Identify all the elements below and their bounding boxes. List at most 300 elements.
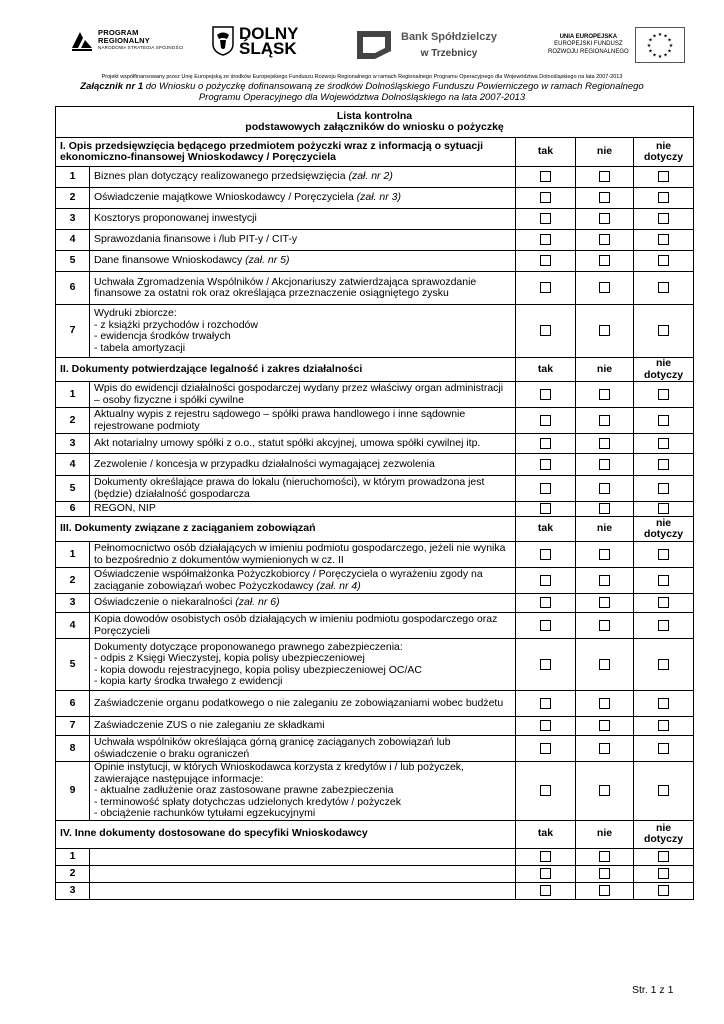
table-row [56, 167, 694, 188]
item-text: Uchwała wspólników określająca górną granicę zaciąganych zobowiązań lub oświadczenie o braku ograniczeń [94, 736, 451, 760]
item-number: 2 [56, 865, 90, 882]
section-title: III. Dokumenty związane z zaciąganiem zobowiązań [56, 517, 516, 542]
checkbox-cell-nie [576, 408, 634, 434]
checkbox-nie-dotyczy[interactable] [658, 171, 669, 182]
checkbox-cell-nie [576, 691, 634, 717]
item-line: Opinie instytucji, w których Wnioskodawca korzysta z kredytów i / lub pożyczek, zawierające następujące informacje: [94, 761, 464, 785]
checkbox-cell-nie-dotyczy [634, 882, 694, 899]
checkbox-cell-nie [576, 882, 634, 899]
checkbox-cell-tak [516, 230, 576, 251]
item-number: 7 [56, 305, 90, 358]
table-row [56, 568, 694, 594]
table-row [56, 408, 694, 434]
checkbox-nie-dotyczy[interactable] [658, 213, 669, 224]
column-nie-dotyczy-line1: nie [655, 821, 672, 834]
item-number: 9 [56, 762, 90, 821]
bank-logo [355, 29, 497, 61]
checkbox-nie[interactable] [599, 389, 610, 400]
column-nie-dotyczy-line2: dotyczy [643, 528, 684, 540]
checkbox-nie[interactable] [599, 785, 610, 796]
checkbox-nie-dotyczy[interactable] [658, 438, 669, 449]
column-nie: nie [576, 138, 634, 167]
checkbox-tak[interactable] [540, 415, 551, 426]
item-text: Oświadczenie o niekaralności [94, 596, 236, 609]
section-header-row [56, 138, 694, 167]
checkbox-tak[interactable] [540, 868, 551, 879]
checkbox-cell-nie [576, 502, 634, 517]
checkbox-cell-nie [576, 568, 634, 594]
checkbox-tak[interactable] [540, 720, 551, 731]
eu-star-icon: ★ [666, 37, 672, 44]
item-text: Aktualny wypis z rejestru sądowego – spółki prawa handlowego i inne sądownie rejestrowane podmioty [94, 408, 466, 432]
item-description [90, 848, 516, 865]
checkbox-cell-nie [576, 454, 634, 476]
item-number: 2 [56, 408, 90, 434]
checkbox-nie[interactable] [599, 438, 610, 449]
program-regionalny-line2: REGIONALNY [98, 36, 151, 45]
checkbox-tak[interactable] [540, 213, 551, 224]
table-row [56, 613, 694, 639]
checkbox-tak[interactable] [540, 549, 551, 560]
item-description [90, 502, 516, 517]
checkbox-cell-nie-dotyczy [634, 865, 694, 882]
item-annex-note: (zał. nr 5) [245, 254, 290, 267]
checkbox-cell-nie-dotyczy [634, 167, 694, 188]
item-annex-note: (zał. nr 4) [316, 579, 361, 592]
table-row [56, 305, 694, 358]
eu-star-icon: ★ [651, 33, 657, 40]
checkbox-cell-nie-dotyczy [634, 542, 694, 568]
item-description [90, 594, 516, 613]
checkbox-cell-nie [576, 382, 634, 408]
table-row [56, 230, 694, 251]
checkbox-nie-dotyczy[interactable] [658, 415, 669, 426]
item-line: Dokumenty dotyczące proponowanego prawnego zabezpieczenia: [94, 640, 403, 653]
checkbox-cell-nie-dotyczy [634, 251, 694, 272]
item-text: Zaświadczenie ZUS o nie zaleganiu ze składkami [94, 719, 325, 732]
checkbox-tak[interactable] [540, 597, 551, 608]
eu-star-icon: ★ [647, 37, 653, 44]
checkbox-nie[interactable] [599, 659, 610, 670]
column-nie-dotyczy-line1: nie [655, 357, 672, 369]
item-number: 2 [56, 188, 90, 209]
item-text: REGON, NIP [94, 502, 156, 515]
item-line: - odpis z Księgi Wieczystej, kopia polisy ubezpieczeniowej [94, 652, 365, 664]
checkbox-nie[interactable] [599, 620, 610, 631]
program-regionalny-line3: NARODOWA STRATEGIA SPÓJNOŚCI [98, 45, 184, 50]
section-title: II. Dokumenty potwierdzające legalność i zakres działalności [56, 358, 516, 382]
checkbox-cell-nie [576, 272, 634, 305]
checkbox-nie[interactable] [599, 282, 610, 293]
item-line: - z książki przychodów i rozchodów [94, 318, 258, 331]
checkbox-cell-nie [576, 717, 634, 736]
table-row [56, 188, 694, 209]
title-row [56, 107, 694, 138]
checkbox-tak[interactable] [540, 575, 551, 586]
checkbox-tak[interactable] [540, 503, 551, 514]
table-row [56, 209, 694, 230]
column-nie-dotyczy-line2: dotyczy [643, 151, 684, 163]
item-number: 4 [56, 613, 90, 639]
checkbox-cell-tak [516, 594, 576, 613]
checkbox-cell-tak [516, 454, 576, 476]
eu-flag-icon [635, 27, 685, 63]
checkbox-nie[interactable] [599, 549, 610, 560]
checkbox-nie[interactable] [599, 192, 610, 203]
checkbox-tak[interactable] [540, 698, 551, 709]
item-description [90, 305, 516, 358]
checkbox-cell-nie-dotyczy [634, 502, 694, 517]
checkbox-nie[interactable] [599, 743, 610, 754]
column-nie: nie [576, 517, 634, 542]
checkbox-tak[interactable] [540, 171, 551, 182]
item-annex-note: (zał. nr 6) [235, 596, 280, 609]
checkbox-cell-nie [576, 230, 634, 251]
bank-location: w Trzebnicy [420, 47, 478, 59]
checkbox-cell-nie-dotyczy [634, 691, 694, 717]
item-description [90, 209, 516, 230]
checkbox-cell-tak [516, 167, 576, 188]
item-text: Zezwolenie / koncesja w przypadku działalności wymagającej zezwolenia [94, 457, 435, 470]
title-line2: podstawowych załączników do wniosku o pożyczkę [245, 121, 504, 133]
checkbox-cell-tak [516, 848, 576, 865]
item-text: Oświadczenie współmałżonka Pożyczkobiorcy / Poręczyciela o wyrażeniu zgody na zaciąganie zobowiązań wobec Pożyczkodawcy [94, 568, 483, 592]
checkbox-tak[interactable] [540, 659, 551, 670]
table-row [56, 762, 694, 821]
checkbox-tak[interactable] [540, 282, 551, 293]
checkbox-nie-dotyczy[interactable] [658, 483, 669, 494]
checkbox-nie[interactable] [599, 415, 610, 426]
column-nie-dotyczy-line1: nie [655, 139, 672, 152]
checklist-title [56, 107, 694, 138]
checkbox-cell-nie-dotyczy [634, 454, 694, 476]
table-row [56, 476, 694, 502]
checkbox-cell-nie-dotyczy [634, 408, 694, 434]
table-row [56, 434, 694, 454]
checkbox-cell-nie [576, 542, 634, 568]
checkbox-cell-nie-dotyczy [634, 230, 694, 251]
column-tak: tak [516, 517, 576, 542]
checkbox-tak[interactable] [540, 785, 551, 796]
checkbox-nie-dotyczy[interactable] [658, 575, 669, 586]
checkbox-nie[interactable] [599, 483, 610, 494]
checkbox-nie[interactable] [599, 234, 610, 245]
page-number: Str. 1 z 1 [632, 984, 674, 996]
checkbox-nie-dotyczy[interactable] [658, 785, 669, 796]
checkbox-cell-nie-dotyczy [634, 188, 694, 209]
annex-number: Załącznik nr 1 [80, 81, 144, 92]
item-description [90, 188, 516, 209]
checkbox-cell-nie [576, 639, 634, 691]
item-text: Wpis do ewidencji działalności gospodarczej wydany przez właściwy organ administracji – osoby fizyczne i spółki cywilne [94, 382, 504, 406]
item-number: 5 [56, 251, 90, 272]
item-description [90, 691, 516, 717]
checkbox-tak[interactable] [540, 255, 551, 266]
checkbox-cell-nie-dotyczy [634, 382, 694, 408]
checkbox-tak[interactable] [540, 851, 551, 862]
checkbox-cell-nie-dotyczy [634, 476, 694, 502]
checkbox-nie[interactable] [599, 868, 610, 879]
item-description [90, 568, 516, 594]
eu-star-icon: ★ [666, 48, 672, 55]
item-text: Dokumenty określające prawa do lokalu (nieruchomości), w którym prowadzona jest (będzie) działalność gospodarcza [94, 476, 485, 500]
ue-logo [548, 27, 685, 63]
checkbox-nie[interactable] [599, 597, 610, 608]
table-row [56, 717, 694, 736]
checkbox-cell-tak [516, 209, 576, 230]
checkbox-cell-nie-dotyczy [634, 717, 694, 736]
item-description [90, 865, 516, 882]
checkbox-cell-tak [516, 717, 576, 736]
item-annex-note: (zał. nr 2) [348, 170, 393, 183]
checkbox-cell-tak [516, 305, 576, 358]
checkbox-nie-dotyczy[interactable] [658, 885, 669, 896]
item-text: Akt notarialny umowy spółki z o.o., statut spółki akcyjnej, umowa spółki cywilnej itp. [94, 436, 481, 449]
checkbox-cell-nie [576, 762, 634, 821]
annex-line2: Programu Operacyjnego dla Województwa Dolnośląskiego na lata 2007-2013 [198, 91, 526, 103]
checkbox-cell-nie-dotyczy [634, 762, 694, 821]
checkbox-tak[interactable] [540, 438, 551, 449]
checkbox-nie-dotyczy[interactable] [658, 659, 669, 670]
column-nie-dotyczy [634, 820, 694, 848]
bank-mark-icon [355, 29, 393, 61]
checkbox-tak[interactable] [540, 234, 551, 245]
section-title: IV. Inne dokumenty dostosowane do specyfiki Wnioskodawcy [56, 820, 516, 848]
checkbox-nie[interactable] [599, 720, 610, 731]
checkbox-cell-tak [516, 251, 576, 272]
checkbox-cell-nie [576, 251, 634, 272]
table-row [56, 454, 694, 476]
eagle-crest-icon [212, 26, 234, 56]
item-description [90, 476, 516, 502]
checkbox-cell-nie-dotyczy [634, 848, 694, 865]
checkbox-nie[interactable] [599, 503, 610, 514]
table-row [56, 639, 694, 691]
item-annex-note: (zał. nr 3) [356, 191, 401, 204]
checkbox-nie[interactable] [599, 213, 610, 224]
checkbox-tak[interactable] [540, 885, 551, 896]
checkbox-nie[interactable] [599, 255, 610, 266]
checkbox-cell-nie [576, 434, 634, 454]
checkbox-cell-tak [516, 476, 576, 502]
checkbox-nie-dotyczy[interactable] [658, 503, 669, 514]
item-description [90, 613, 516, 639]
section-title: I. Opis przedsięwzięcia będącego przedmiotem pożyczki wraz z informacją o sytuacji ekonomiczno-finansowej Wnioskodawcy / Poręczyciela [56, 138, 516, 167]
checkbox-cell-tak [516, 691, 576, 717]
checkbox-tak[interactable] [540, 325, 551, 336]
checkbox-cell-tak [516, 762, 576, 821]
column-nie-dotyczy [634, 138, 694, 167]
checkbox-nie-dotyczy[interactable] [658, 389, 669, 400]
table-row [56, 594, 694, 613]
checkbox-cell-nie [576, 188, 634, 209]
checkbox-nie-dotyczy[interactable] [658, 234, 669, 245]
table-row [56, 502, 694, 517]
item-description [90, 251, 516, 272]
checkbox-cell-tak [516, 542, 576, 568]
checkbox-cell-nie-dotyczy [634, 568, 694, 594]
column-nie: nie [576, 820, 634, 848]
checkbox-nie-dotyczy[interactable] [658, 620, 669, 631]
checkbox-cell-nie [576, 476, 634, 502]
item-line: - kopia karty środka trwałego z ewidencji [94, 675, 283, 687]
checkbox-nie-dotyczy[interactable] [658, 597, 669, 608]
table-row [56, 382, 694, 408]
checkbox-cell-tak [516, 382, 576, 408]
column-nie: nie [576, 358, 634, 382]
checkbox-cell-nie [576, 613, 634, 639]
checkbox-cell-nie-dotyczy [634, 613, 694, 639]
dolny-slask-logo [212, 26, 299, 56]
checkbox-cell-tak [516, 408, 576, 434]
eu-star-icon: ★ [657, 32, 662, 38]
item-text: Sprawozdania finansowe i /lub PIT-y / CIT-y [94, 233, 298, 246]
eu-star-icon: ★ [668, 43, 673, 49]
item-description [90, 408, 516, 434]
checkbox-cell-tak [516, 502, 576, 517]
table-row [56, 848, 694, 865]
checkbox-nie[interactable] [599, 325, 610, 336]
item-number: 4 [56, 230, 90, 251]
checkbox-nie-dotyczy[interactable] [658, 868, 669, 879]
checkbox-cell-tak [516, 882, 576, 899]
checkbox-nie-dotyczy[interactable] [658, 743, 669, 754]
item-description [90, 167, 516, 188]
checkbox-nie-dotyczy[interactable] [658, 549, 669, 560]
checkbox-nie[interactable] [599, 459, 610, 470]
item-number: 6 [56, 272, 90, 305]
item-description [90, 434, 516, 454]
checkbox-nie[interactable] [599, 851, 610, 862]
checkbox-cell-nie-dotyczy [634, 434, 694, 454]
checkbox-nie[interactable] [599, 171, 610, 182]
annex-line1: do Wniosku o pożyczkę dofinansowaną ze środków Dolnośląskiego Funduszu Powierniczego w ramach Regionalnego [143, 81, 644, 92]
checkbox-nie-dotyczy[interactable] [658, 325, 669, 336]
item-text: Pełnomocnictwo osób działających w imieniu podmiotu gospodarczego, jeżeli nie wynika to bezpośrednio z dokumentów wymienionych w cz. II [94, 542, 506, 566]
checkbox-cell-nie [576, 305, 634, 358]
table-row [56, 865, 694, 882]
checkbox-tak[interactable] [540, 192, 551, 203]
checkbox-nie-dotyczy[interactable] [658, 459, 669, 470]
checkbox-nie-dotyczy[interactable] [658, 851, 669, 862]
ue-line1: UNIA EUROPEJSKA [559, 33, 618, 40]
checkbox-tak[interactable] [540, 620, 551, 631]
item-text: Dane finansowe Wnioskodawcy [94, 254, 246, 267]
item-line: - terminowość spłaty dotychczas udzielonych kredytów / pożyczek [94, 795, 401, 808]
item-text: Biznes plan dotyczący realizowanego przedsięwzięcia [94, 170, 349, 183]
item-description [90, 639, 516, 691]
checkbox-nie-dotyczy[interactable] [658, 255, 669, 266]
section-header-row [56, 358, 694, 382]
section-header-row [56, 820, 694, 848]
column-nie-dotyczy-line2: dotyczy [643, 368, 684, 381]
item-description [90, 762, 516, 821]
checkbox-nie[interactable] [599, 885, 610, 896]
item-text: Uchwała Zgromadzenia Wspólników / Akcjonariuszy zatwierdzająca sprawozdanie finansowe za ostatni rok oraz określająca przeznaczenie osiągniętego zysku [94, 275, 477, 299]
item-description [90, 542, 516, 568]
checkbox-cell-nie-dotyczy [634, 736, 694, 762]
checkbox-tak[interactable] [540, 483, 551, 494]
column-nie-dotyczy-line2: dotyczy [643, 833, 684, 845]
dolny-slask-line2: ŚLĄSK [239, 39, 297, 58]
item-number: 3 [56, 434, 90, 454]
checkbox-cell-tak [516, 272, 576, 305]
project-note: Projekt współfinansowany przez Unię Europejską ze środków Europejskiego Funduszu Rozwoju Regionalnego w ramach Regionalnego Programu Operacyjnego dla Województwa Dolnośląskiego na lata 2007-2013 [101, 74, 623, 80]
item-line: - kopia dowodu rejestracyjnego, kopia polisy ubezpieczeniowej OC/AC [94, 663, 423, 676]
checkbox-cell-nie [576, 594, 634, 613]
program-regionalny-line1: PROGRAM [98, 28, 139, 37]
item-description [90, 454, 516, 476]
item-number: 8 [56, 736, 90, 762]
checkbox-nie-dotyczy[interactable] [658, 282, 669, 293]
eu-star-icon: ★ [662, 52, 668, 59]
item-number: 3 [56, 882, 90, 899]
item-line: Wydruki zbiorcze: [94, 307, 177, 319]
column-tak: tak [516, 138, 576, 167]
item-number: 1 [56, 167, 90, 188]
dolny-slask-line1: DOLNY [239, 24, 299, 43]
item-line: - ewidencja środków trwałych [94, 330, 231, 342]
checkbox-cell-tak [516, 188, 576, 209]
item-number: 3 [56, 209, 90, 230]
column-nie-dotyczy-line1: nie [655, 516, 672, 529]
checkbox-cell-nie-dotyczy [634, 305, 694, 358]
checkbox-nie[interactable] [599, 575, 610, 586]
checkbox-cell-nie [576, 865, 634, 882]
checkbox-cell-nie-dotyczy [634, 209, 694, 230]
checkbox-tak[interactable] [540, 743, 551, 754]
checkbox-tak[interactable] [540, 459, 551, 470]
table-row [56, 882, 694, 899]
checkbox-cell-tak [516, 736, 576, 762]
section-header-row [56, 517, 694, 542]
item-number: 4 [56, 454, 90, 476]
checkbox-cell-tak [516, 568, 576, 594]
bank-name: Bank Spółdzielczy [401, 30, 497, 43]
ue-line3: ROZWOJU REGIONALNEGO [548, 48, 629, 55]
ue-line2: EUROPEJSKI FUNDUSZ [554, 41, 623, 48]
checkbox-cell-nie [576, 736, 634, 762]
checkbox-nie-dotyczy[interactable] [658, 698, 669, 709]
annex-header [0, 82, 724, 103]
eu-star-icon: ★ [646, 43, 651, 49]
item-description [90, 736, 516, 762]
checklist-table [55, 106, 694, 900]
item-description [90, 717, 516, 736]
checkbox-cell-nie-dotyczy [634, 639, 694, 691]
checkbox-cell-nie [576, 167, 634, 188]
checkbox-nie[interactable] [599, 698, 610, 709]
column-tak: tak [516, 820, 576, 848]
checkbox-nie-dotyczy[interactable] [658, 192, 669, 203]
item-text: Kosztorys proponowanej inwestycji [94, 212, 257, 225]
item-number: 5 [56, 476, 90, 502]
logo-bar [0, 22, 724, 70]
eu-star-icon: ★ [657, 54, 662, 60]
item-text: Zaświadczenie organu podatkowego o nie zaleganiu ze zobowiązaniami wobec budżetu [94, 696, 504, 709]
item-description [90, 382, 516, 408]
item-text: Kopia dowodów osobistych osób działających w imieniu podmiotu gospodarczego oraz Poręczycieli [94, 613, 498, 637]
checkbox-cell-tak [516, 639, 576, 691]
item-line: - tabela amortyzacji [94, 341, 186, 354]
checkbox-nie-dotyczy[interactable] [658, 720, 669, 731]
item-number: 3 [56, 594, 90, 613]
checkbox-cell-nie [576, 209, 634, 230]
checkbox-tak[interactable] [540, 389, 551, 400]
table-row [56, 736, 694, 762]
item-line: - obciążenie rachunków tytułami egzekucyjnymi [94, 807, 316, 819]
item-number: 2 [56, 568, 90, 594]
